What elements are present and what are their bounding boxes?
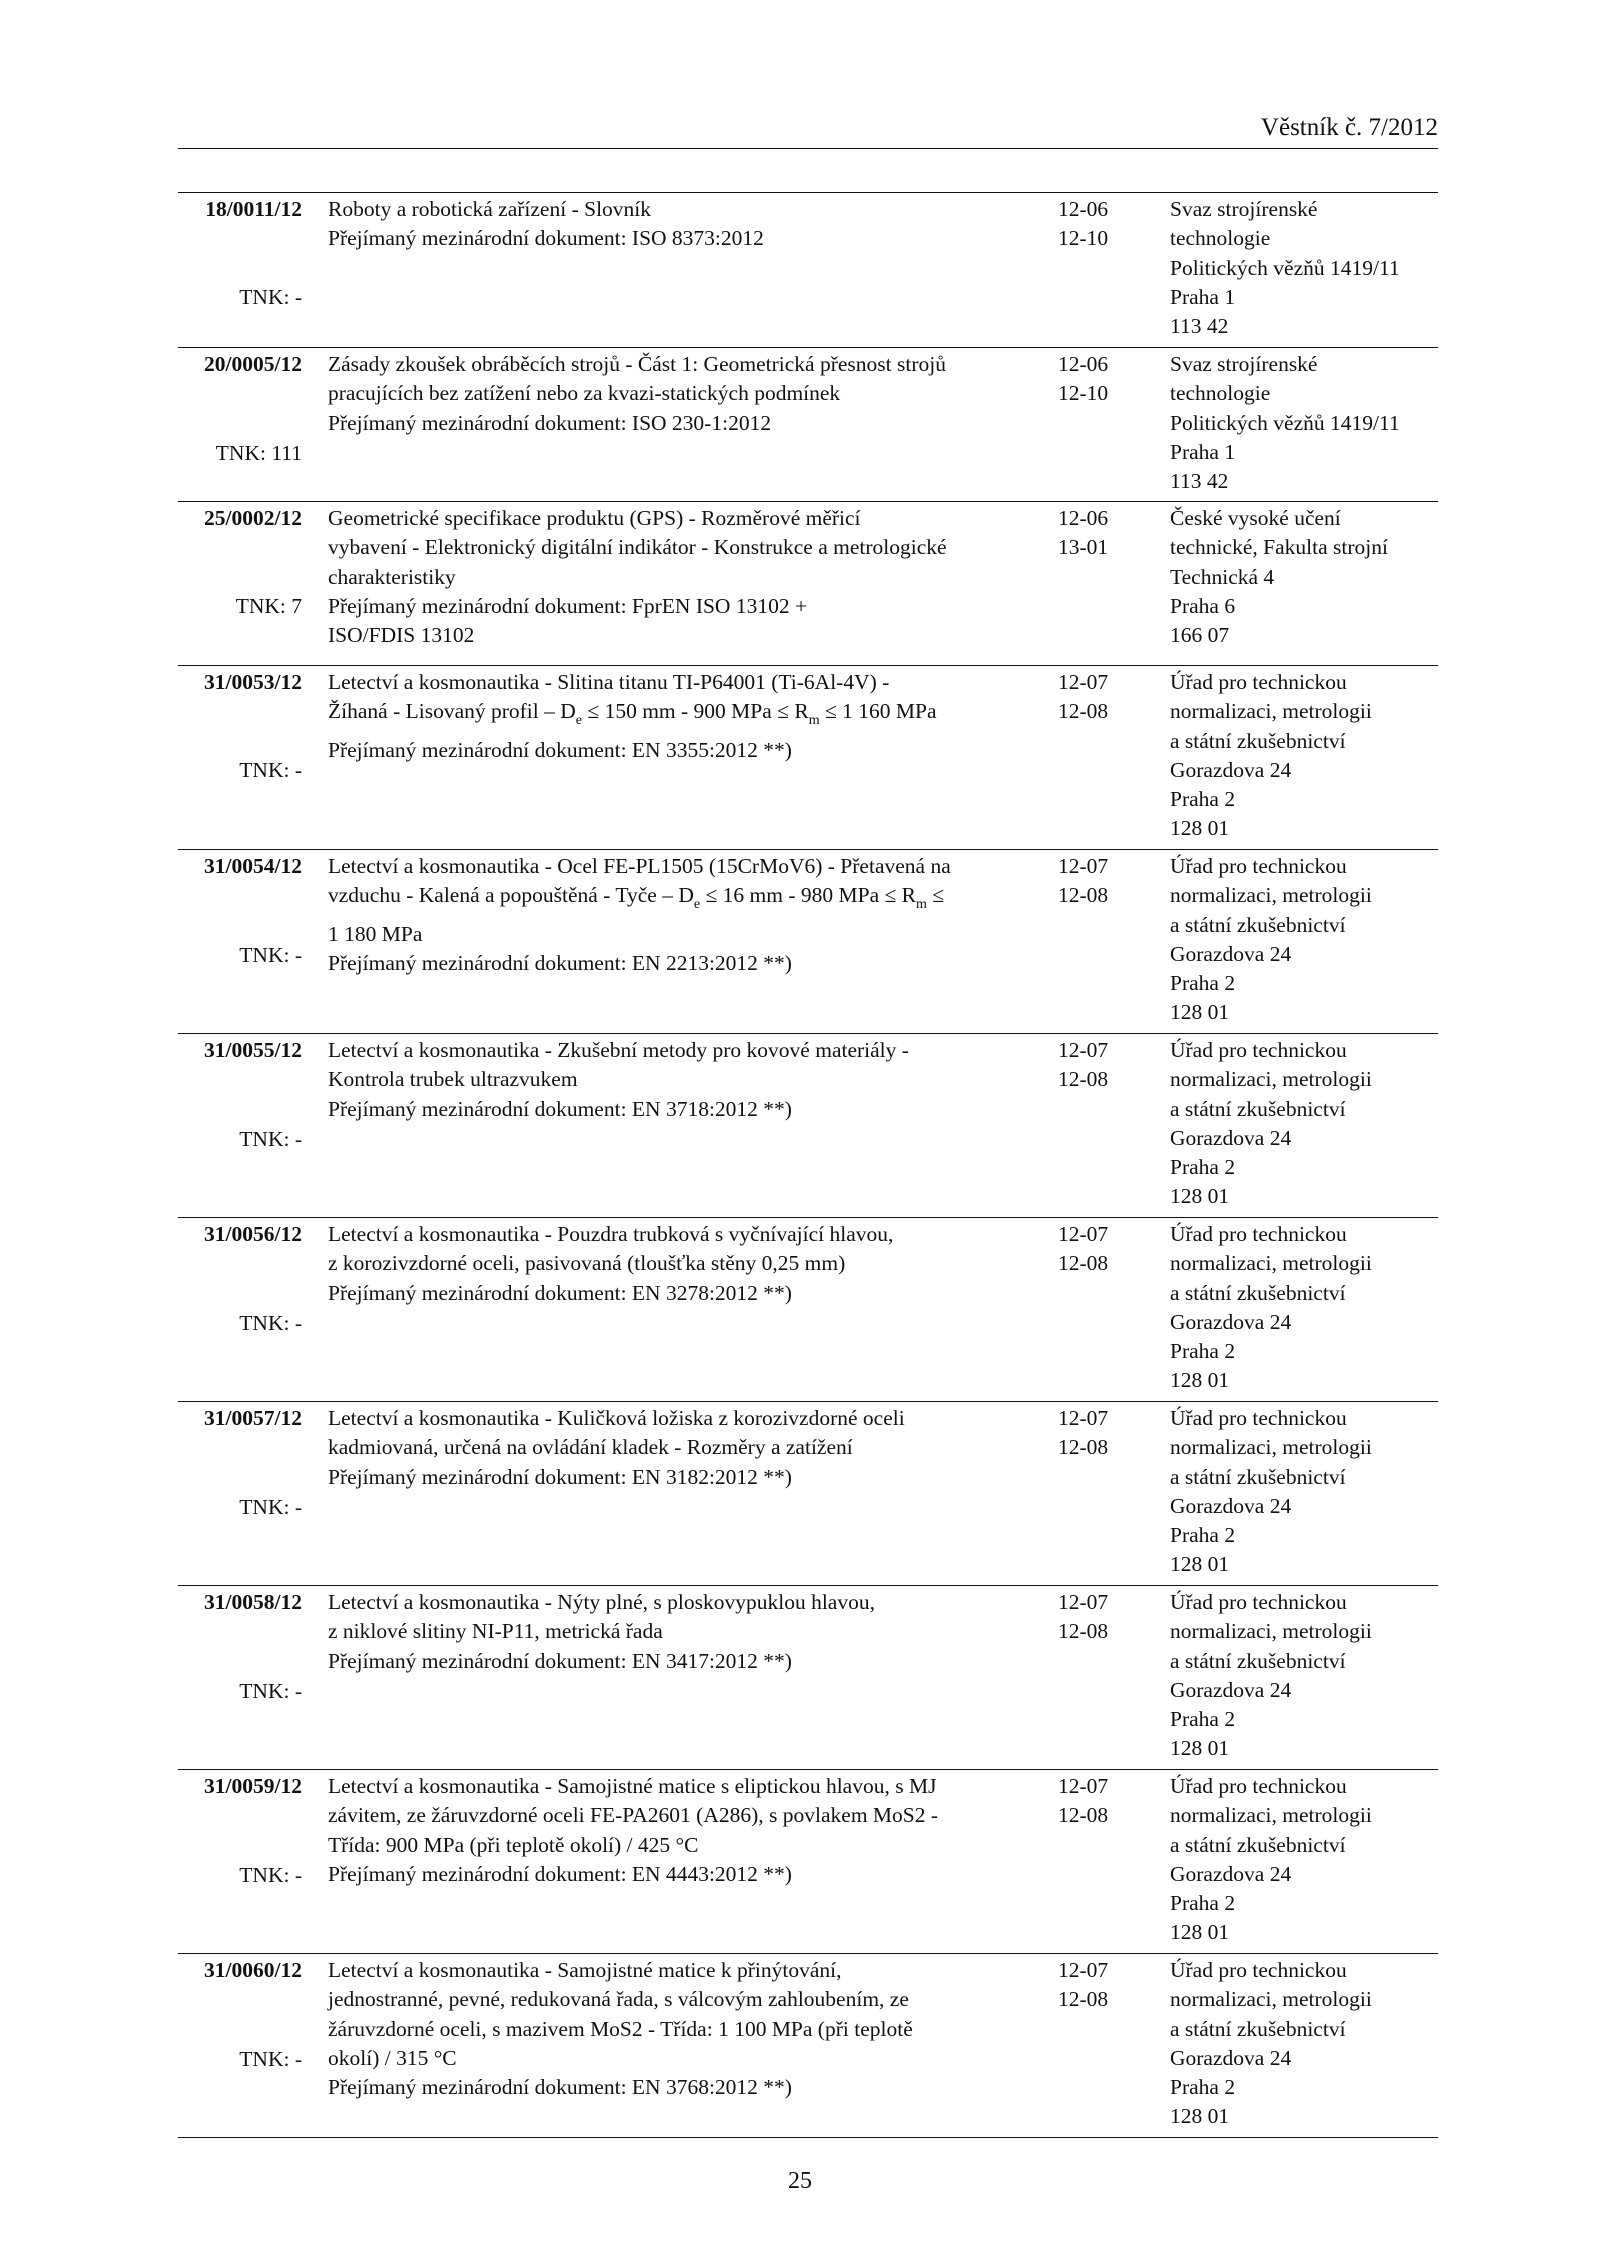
date-value: 12-06 bbox=[1058, 352, 1109, 376]
organization-line: Svaz strojírenské bbox=[1170, 197, 1318, 221]
title-line: Přejímaný mezinárodní dokument: EN 4443:2012 **) bbox=[328, 1861, 792, 1886]
title-line: ISO/FDIS 13102 bbox=[328, 623, 475, 648]
organization-line: normalizaci, metrologii bbox=[1170, 1803, 1372, 1828]
entry-organization-cell bbox=[1170, 504, 1438, 650]
organization-line: Úřad pro technickou bbox=[1170, 1774, 1347, 1798]
tnk-label: TNK: - bbox=[239, 2047, 302, 2071]
entry-identifier-cell bbox=[178, 350, 302, 499]
organization-line: a státní zkušebnictví bbox=[1170, 2016, 1346, 2041]
title-line: Geometrické specifikace produktu (GPS) - Rozměrové měřicí bbox=[328, 506, 861, 530]
entry-organization-cell bbox=[1170, 350, 1438, 496]
organization-line: normalizaci, metrologii bbox=[1170, 1987, 1372, 2012]
date-value: 12-08 bbox=[1058, 883, 1109, 908]
table-row bbox=[178, 1770, 1438, 1954]
title-line: Přejímaný mezinárodní dokument: FprEN ISO 13102 + bbox=[328, 593, 808, 618]
title-line: Kontrola trubek ultrazvukem bbox=[328, 1067, 578, 1092]
table-row bbox=[178, 850, 1438, 1034]
organization-line: 128 01 bbox=[1170, 1368, 1230, 1393]
entry-organization-cell bbox=[1170, 852, 1438, 1028]
entry-number: 20/0005/12 bbox=[204, 352, 302, 376]
title-line: Letectví a kosmonautika - Kuličková ložiska z korozivzdorné oceli bbox=[328, 1406, 905, 1430]
title-line: Letectví a kosmonautika - Slitina titanu TI-P64001 (Ti-6Al-4V) - bbox=[328, 670, 890, 694]
date-value: 12-08 bbox=[1058, 699, 1109, 724]
organization-line: 128 01 bbox=[1170, 1000, 1230, 1025]
tnk-label: TNK: - bbox=[239, 1495, 302, 1519]
entry-number: 31/0057/12 bbox=[204, 1406, 302, 1430]
entry-number: 31/0059/12 bbox=[204, 1774, 302, 1798]
tnk-label: TNK: - bbox=[239, 1679, 302, 1703]
title-line: závitem, ze žáruvzdorné oceli FE-PA2601 (A286), s povlakem MoS2 - bbox=[328, 1803, 939, 1828]
organization-line: normalizaci, metrologii bbox=[1170, 1251, 1372, 1276]
date-value: 12-07 bbox=[1058, 1958, 1109, 1982]
date-value: 12-08 bbox=[1058, 1435, 1109, 1460]
organization-line: a státní zkušebnictví bbox=[1170, 1280, 1346, 1305]
table-row bbox=[178, 1402, 1438, 1586]
organization-line: 113 42 bbox=[1170, 469, 1229, 494]
tnk-label: TNK: - bbox=[239, 285, 302, 309]
title-line: 1 180 MPa bbox=[328, 921, 423, 946]
title-line: kadmiovaná, určená na ovládání kladek - Rozměry a zatížení bbox=[328, 1435, 853, 1460]
entry-organization-cell bbox=[1170, 1404, 1438, 1580]
table-row bbox=[178, 1034, 1438, 1218]
title-line: Přejímaný mezinárodní dokument: EN 2213:2012 **) bbox=[328, 950, 792, 975]
title-line: Letectví a kosmonautika - Nýty plné, s ploskovypuklou hlavou, bbox=[328, 1590, 875, 1614]
organization-line: Úřad pro technickou bbox=[1170, 1222, 1347, 1246]
organization-line: normalizaci, metrologii bbox=[1170, 1435, 1372, 1460]
organization-line: Politických vězňů 1419/11 bbox=[1170, 410, 1400, 435]
organization-line: a státní zkušebnictví bbox=[1170, 912, 1346, 937]
organization-line: Gorazdova 24 bbox=[1170, 757, 1292, 782]
title-line: Přejímaný mezinárodní dokument: EN 3182:2012 **) bbox=[328, 1464, 792, 1489]
organization-line: a státní zkušebnictví bbox=[1170, 1648, 1346, 1673]
organization-line: normalizaci, metrologii bbox=[1170, 1619, 1372, 1644]
organization-line: Praha 2 bbox=[1170, 971, 1236, 996]
date-value: 12-10 bbox=[1058, 381, 1109, 406]
organization-line: 128 01 bbox=[1170, 2104, 1230, 2129]
organization-line: 166 07 bbox=[1170, 623, 1230, 648]
entry-number: 31/0058/12 bbox=[204, 1590, 302, 1614]
title-line: Přejímaný mezinárodní dokument: EN 3718:2012 **) bbox=[328, 1096, 792, 1121]
tnk-label: TNK: - bbox=[239, 943, 302, 967]
entry-identifier-cell bbox=[178, 668, 302, 847]
title-line: Třída: 900 MPa (při teplotě okolí) / 425 °C bbox=[328, 1832, 699, 1857]
page-number: 25 bbox=[788, 2168, 812, 2194]
date-value: 12-07 bbox=[1058, 1774, 1109, 1798]
organization-line: a státní zkušebnictví bbox=[1170, 1464, 1346, 1489]
organization-line: Praha 2 bbox=[1170, 1155, 1236, 1180]
title-line: z niklové slitiny NI-P11, metrická řada bbox=[328, 1619, 663, 1644]
tnk-label: TNK: - bbox=[239, 1311, 302, 1335]
bulletin-title: Věstník č. 7/2012 bbox=[1260, 114, 1438, 141]
title-line: Zásady zkoušek obráběcích strojů - Část 1: Geometrická přesnost strojů bbox=[328, 352, 946, 376]
entry-identifier-cell bbox=[178, 1404, 302, 1583]
entry-dates-cell bbox=[1058, 1588, 1138, 1647]
title-line: Přejímaný mezinárodní dokument: ISO 230-1:2012 bbox=[328, 410, 772, 435]
entry-dates-cell bbox=[1058, 1220, 1138, 1279]
subscript: e bbox=[693, 897, 701, 913]
entry-dates-cell bbox=[1058, 1036, 1138, 1095]
entry-identifier-cell bbox=[178, 1588, 302, 1767]
organization-line: normalizaci, metrologii bbox=[1170, 1067, 1372, 1092]
title-line: Přejímaný mezinárodní dokument: EN 3768:2012 **) bbox=[328, 2075, 792, 2100]
tnk-label: TNK: 7 bbox=[235, 594, 302, 618]
organization-line: technologie bbox=[1170, 226, 1271, 251]
entry-dates-cell bbox=[1058, 504, 1138, 563]
tnk-label: TNK: - bbox=[239, 758, 302, 782]
organization-line: 128 01 bbox=[1170, 816, 1230, 841]
entry-dates-cell bbox=[1058, 195, 1138, 254]
organization-line: Praha 2 bbox=[1170, 1339, 1236, 1364]
organization-line: Gorazdova 24 bbox=[1170, 941, 1292, 966]
table-row bbox=[178, 502, 1438, 666]
entry-identifier-cell bbox=[178, 1956, 302, 2135]
entry-number: 31/0053/12 bbox=[204, 670, 302, 694]
organization-line: Úřad pro technickou bbox=[1170, 1038, 1347, 1062]
organization-line: a státní zkušebnictví bbox=[1170, 1832, 1346, 1857]
title-line: Letectví a kosmonautika - Zkušební metody pro kovové materiály - bbox=[328, 1038, 909, 1062]
entry-dates-cell bbox=[1058, 852, 1138, 911]
title-line: pracujících bez zatížení nebo za kvazi-statických podmínek bbox=[328, 381, 841, 406]
table-row bbox=[178, 666, 1438, 850]
date-value: 12-08 bbox=[1058, 1251, 1109, 1276]
organization-line: 128 01 bbox=[1170, 1184, 1230, 1209]
table-row bbox=[178, 1586, 1438, 1770]
date-value: 12-07 bbox=[1058, 1590, 1109, 1614]
organization-line: Gorazdova 24 bbox=[1170, 1677, 1292, 1702]
entry-dates-cell bbox=[1058, 1404, 1138, 1463]
organization-line: Praha 2 bbox=[1170, 787, 1236, 812]
organization-line: Gorazdova 24 bbox=[1170, 2045, 1292, 2070]
organization-line: Gorazdova 24 bbox=[1170, 1125, 1292, 1150]
title-line: Letectví a kosmonautika - Samojistné matice s eliptickou hlavou, s MJ bbox=[328, 1774, 937, 1798]
title-line: Přejímaný mezinárodní dokument: EN 3355:2012 **) bbox=[328, 737, 792, 762]
subscript: m bbox=[916, 897, 927, 913]
subscript: e bbox=[575, 713, 583, 729]
entry-organization-cell bbox=[1170, 668, 1438, 844]
date-value: 12-08 bbox=[1058, 1067, 1109, 1092]
entry-number: 31/0055/12 bbox=[204, 1038, 302, 1062]
organization-line: Praha 2 bbox=[1170, 1891, 1236, 1916]
organization-line: Gorazdova 24 bbox=[1170, 1309, 1292, 1334]
date-value: 12-07 bbox=[1058, 1222, 1109, 1246]
entry-organization-cell bbox=[1170, 1956, 1438, 2132]
title-line: Letectví a kosmonautika - Ocel FE-PL1505 (15CrMoV6) - Přetavená na bbox=[328, 854, 951, 878]
entry-identifier-cell bbox=[178, 1036, 302, 1215]
organization-line: technické, Fakulta strojní bbox=[1170, 535, 1388, 560]
entry-organization-cell bbox=[1170, 195, 1438, 341]
entry-identifier-cell bbox=[178, 852, 302, 1031]
organization-line: Praha 2 bbox=[1170, 2075, 1236, 2100]
date-value: 13-01 bbox=[1058, 535, 1109, 560]
organization-line: Svaz strojírenské bbox=[1170, 352, 1318, 376]
entry-number: 25/0002/12 bbox=[204, 506, 302, 530]
page-header bbox=[178, 112, 1438, 149]
table-row bbox=[178, 348, 1438, 502]
organization-line: Úřad pro technickou bbox=[1170, 1958, 1347, 1982]
title-line: vybavení - Elektronický digitální indikátor - Konstrukce a metrologické bbox=[328, 535, 947, 560]
entry-identifier-cell bbox=[178, 195, 302, 345]
title-line: Přejímaný mezinárodní dokument: EN 3278:2012 **) bbox=[328, 1280, 792, 1305]
organization-line: a státní zkušebnictví bbox=[1170, 728, 1346, 753]
date-value: 12-06 bbox=[1058, 506, 1109, 530]
title-line: z korozivzdorné oceli, pasivovaná (tloušťka stěny 0,25 mm) bbox=[328, 1251, 846, 1276]
organization-line: technologie bbox=[1170, 381, 1271, 406]
entry-organization-cell bbox=[1170, 1220, 1438, 1396]
title-line: žáruvzdorné oceli, s mazivem MoS2 - Třída: 1 100 MPa (při teplotě bbox=[328, 2016, 913, 2041]
entry-dates-cell bbox=[1058, 350, 1138, 409]
organization-line: normalizaci, metrologii bbox=[1170, 883, 1372, 908]
organization-line: Praha 1 bbox=[1170, 284, 1236, 309]
entry-number: 31/0056/12 bbox=[204, 1222, 302, 1246]
organization-line: Úřad pro technickou bbox=[1170, 1590, 1347, 1614]
tnk-label: TNK: 111 bbox=[215, 441, 302, 465]
title-line: Přejímaný mezinárodní dokument: EN 3417:2012 **) bbox=[328, 1648, 792, 1673]
entry-identifier-cell bbox=[178, 1220, 302, 1399]
title-line: Letectví a kosmonautika - Pouzdra trubková s vyčnívající hlavou, bbox=[328, 1222, 894, 1246]
entry-identifier-cell bbox=[178, 1772, 302, 1951]
title-line: Letectví a kosmonautika - Samojistné matice k přinýtování, bbox=[328, 1958, 842, 1982]
entry-organization-cell bbox=[1170, 1588, 1438, 1764]
date-value: 12-08 bbox=[1058, 1619, 1109, 1644]
date-value: 12-07 bbox=[1058, 854, 1109, 878]
organization-line: 128 01 bbox=[1170, 1920, 1230, 1945]
title-line: jednostranné, pevné, redukovaná řada, s válcovým zahloubením, ze bbox=[328, 1987, 909, 2012]
entry-dates-cell bbox=[1058, 668, 1138, 727]
standards-table bbox=[178, 192, 1438, 2138]
title-line: Roboty a robotická zařízení - Slovník bbox=[328, 197, 652, 221]
entry-identifier-cell bbox=[178, 504, 302, 663]
organization-line: Praha 2 bbox=[1170, 1523, 1236, 1548]
organization-line: České vysoké učení bbox=[1170, 506, 1341, 530]
organization-line: a státní zkušebnictví bbox=[1170, 1096, 1346, 1121]
title-line: Přejímaný mezinárodní dokument: ISO 8373:2012 bbox=[328, 226, 764, 251]
entry-dates-cell bbox=[1058, 1956, 1138, 2015]
table-row bbox=[178, 1218, 1438, 1402]
tnk-label: TNK: - bbox=[239, 1127, 302, 1151]
organization-line: Úřad pro technickou bbox=[1170, 1406, 1347, 1430]
date-value: 12-10 bbox=[1058, 226, 1109, 251]
date-value: 12-07 bbox=[1058, 1038, 1109, 1062]
date-value: 12-08 bbox=[1058, 1987, 1109, 2012]
date-value: 12-08 bbox=[1058, 1803, 1109, 1828]
table-row bbox=[178, 193, 1438, 348]
organization-line: Praha 1 bbox=[1170, 439, 1236, 464]
organization-line: Praha 2 bbox=[1170, 1707, 1236, 1732]
date-value: 12-07 bbox=[1058, 1406, 1109, 1430]
entry-number: 18/0011/12 bbox=[205, 197, 302, 221]
organization-line: Technická 4 bbox=[1170, 564, 1275, 589]
organization-line: normalizaci, metrologii bbox=[1170, 699, 1372, 724]
entry-organization-cell bbox=[1170, 1772, 1438, 1948]
organization-line: 128 01 bbox=[1170, 1552, 1230, 1577]
tnk-label: TNK: - bbox=[239, 1863, 302, 1887]
title-line: okolí) / 315 °C bbox=[328, 2045, 457, 2070]
organization-line: Praha 6 bbox=[1170, 593, 1236, 618]
organization-line: Úřad pro technickou bbox=[1170, 854, 1347, 878]
organization-line: 113 42 bbox=[1170, 314, 1229, 339]
title-line: charakteristiky bbox=[328, 564, 456, 589]
organization-line: Gorazdova 24 bbox=[1170, 1493, 1292, 1518]
entry-number: 31/0060/12 bbox=[204, 1958, 302, 1982]
organization-line: Gorazdova 24 bbox=[1170, 1861, 1292, 1886]
organization-line: Úřad pro technickou bbox=[1170, 670, 1347, 694]
title-line: Žíhaná - Lisovaný profil – $D_e \le 150$ mm - 900 MPa ≤ $R_m \le 1$ 160 MPa bbox=[328, 699, 937, 729]
entry-number: 31/0054/12 bbox=[204, 854, 302, 878]
entry-dates-cell bbox=[1058, 1772, 1138, 1831]
entry-organization-cell bbox=[1170, 1036, 1438, 1212]
organization-line: 128 01 bbox=[1170, 1736, 1230, 1761]
date-value: 12-07 bbox=[1058, 670, 1109, 694]
table-row bbox=[178, 1954, 1438, 2138]
subscript: m bbox=[808, 713, 820, 729]
date-value: 12-06 bbox=[1058, 197, 1109, 221]
organization-line: Politických vězňů 1419/11 bbox=[1170, 255, 1400, 280]
title-line: vzduchu - Kalená a popouštěná - Tyče – $D_e \le 16$ mm - 980 MPa ≤ $R_m$ ≤ bbox=[328, 883, 945, 913]
